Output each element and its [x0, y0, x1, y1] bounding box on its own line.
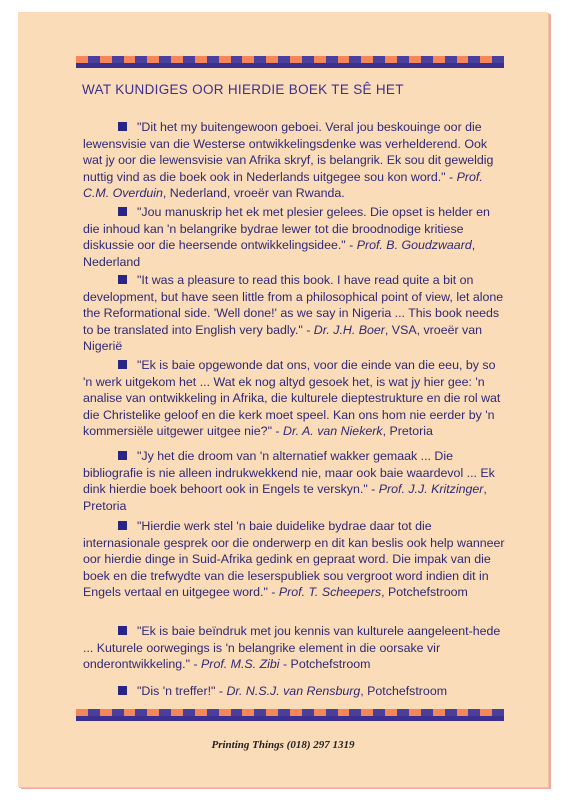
quote-8: [83, 683, 508, 700]
stripe-block: [171, 709, 183, 716]
bullet-icon: [118, 275, 127, 284]
stripe-bar: [76, 716, 504, 721]
stripe-block: [242, 709, 254, 716]
stripe-block: [302, 709, 314, 716]
stripe-block: [314, 709, 326, 716]
bullet-icon: [118, 122, 127, 131]
stripe-block: [147, 709, 159, 716]
stripe-block: [361, 56, 373, 63]
stripe-block: [445, 56, 457, 63]
stripe-block: [433, 56, 445, 63]
quote-5: [83, 448, 508, 514]
stripe-block: [397, 709, 409, 716]
stripe-block: [88, 709, 100, 716]
stripe-block: [421, 709, 433, 716]
bullet-icon: [118, 686, 127, 695]
stripe-block: [397, 56, 409, 63]
quote-author: Prof. J.J. Kritzinger: [378, 482, 484, 497]
quote-text: "Jou manuskrip het ek met plesier gelees. Die opset is helder en die inhoud kan 'n belangrike bydrae lewer tot die broodnodige kritiese diskussie oor die heersende ontwikkelingsidee." -: [83, 205, 490, 253]
stripe-block: [207, 709, 219, 716]
page-heading: WAT KUNDIGES OOR HIERDIE BOEK TE SÊ HET: [82, 82, 404, 97]
stripe-block: [207, 56, 219, 63]
quote-text: "Ek is baie opgewonde dat ons, voor die einde van die eeu, by so 'n werk uitgekom het ... Wat ek nog altyd gesoek het, is wat jy hier gee: 'n analise van ontwikkeling in Afrika, die kulturele dieptestrukture en die rol wat die Christelike geloof en die kerk moet speel. Kan ons hom nie eerder by 'n kommersiële uitgewer uitgee nie?" -: [83, 358, 501, 439]
bullet-icon: [118, 207, 127, 216]
stripe-block: [112, 56, 124, 63]
stripe-block: [457, 709, 469, 716]
stripe-block: [290, 709, 302, 716]
quote-4: [83, 357, 508, 440]
quote-affiliation: , Nederland, vroeër van Rwanda.: [162, 186, 345, 201]
bullet-icon: [118, 451, 127, 460]
stripe-block: [135, 56, 147, 63]
quote-affiliation: , Potchefstroom: [381, 585, 468, 600]
stripe-block: [433, 709, 445, 716]
quote-author: Prof. B. Goudzwaard: [356, 238, 472, 253]
decorative-stripe-top: [76, 56, 504, 68]
quote-6: [83, 518, 508, 601]
stripe-block: [219, 56, 231, 63]
stripe-blocks: [76, 56, 504, 63]
quote-author: Dr. N.S.J. van Rensburg: [226, 684, 361, 698]
stripe-block: [231, 709, 243, 716]
stripe-block: [195, 56, 207, 63]
stripe-block: [171, 56, 183, 63]
stripe-block: [183, 709, 195, 716]
stripe-block: [349, 56, 361, 63]
quote-3: [83, 272, 508, 355]
stripe-block: [88, 56, 100, 63]
quote-author: Dr. J.H. Boer: [313, 322, 385, 337]
quote-affiliation: , Pretoria: [382, 424, 433, 439]
quote-affiliation: , VSA, vroeër van Nigerië: [83, 322, 483, 354]
quote-text: "Dit het my buitengewoon geboei. Veral jou beskouinge oor die lewensvisie van die Westerse ontwikkelingsdenke was verhelderend. Ook wat jy oor die lewensvisie van Afrika skryf, is belangrik. Ek sou dit geweldig nuttig vind as die boek ook in Nederlands uitgegee sou kon word." -: [83, 120, 494, 184]
stripe-block: [76, 56, 88, 63]
stripe-block: [492, 56, 504, 63]
bullet-icon: [118, 626, 127, 635]
stripe-block: [373, 56, 385, 63]
stripe-block: [302, 56, 314, 63]
stripe-block: [349, 709, 361, 716]
stripe-block: [361, 709, 373, 716]
stripe-block: [231, 56, 243, 63]
stripe-block: [314, 56, 326, 63]
stripe-block: [159, 56, 171, 63]
stripe-block: [468, 709, 480, 716]
stripe-block: [254, 709, 266, 716]
quote-text: "Dis 'n treffer!" -: [137, 684, 227, 698]
quote-text: "Hierdie werk stel 'n baie duidelike bydrae daar tot die internasionale gesprek oor die onderwerp en dit kan beslis ook help wanneer oor hierdie dinge in Suid-Afrika gedink en gepraat word. Die impak van die boek en die trefwydte van die leserspubliek sou vergroot word indien dit in Engels vertaal en uitgegee word." -: [83, 519, 505, 600]
quote-affiliation: - Potchefstroom: [279, 657, 371, 672]
stripe-block: [183, 56, 195, 63]
stripe-block: [266, 709, 278, 716]
stripe-block: [135, 709, 147, 716]
quote-author: Prof. C.M. Overduin: [83, 169, 483, 201]
quote-author: Prof. T. Scheepers: [278, 585, 382, 600]
stripe-block: [385, 709, 397, 716]
stripe-block: [124, 709, 136, 716]
quote-author: Dr. A. van Niekerk: [283, 424, 383, 439]
quote-affiliation: , Nederland: [83, 238, 476, 269]
quote-author: Prof. M.S. Zibi: [201, 657, 280, 672]
stripe-block: [445, 709, 457, 716]
stripe-block: [266, 56, 278, 63]
stripe-block: [278, 709, 290, 716]
quote-affiliation: , Pretoria: [83, 482, 487, 513]
quote-affiliation: , Potchefstroom: [360, 684, 448, 698]
printer-credit: Printing Things (018) 297 1319: [211, 739, 355, 751]
decorative-stripe-bottom: [76, 709, 504, 721]
stripe-block: [373, 709, 385, 716]
stripe-block: [457, 56, 469, 63]
stripe-block: [278, 56, 290, 63]
quote-text: "Jy het die droom van 'n alternatief wakker gemaak ... Die bibliografie is nie alleen indrukwekkend nie, maar ook baie waardevol ... Ek dink hierdie boek behoort ook in Engels te verskyn." -: [83, 449, 495, 497]
stripe-block: [326, 56, 338, 63]
stripe-block: [112, 709, 124, 716]
stripe-block: [480, 56, 492, 63]
quote-2: [83, 204, 508, 270]
stripe-blocks: [76, 709, 504, 716]
stripe-block: [290, 56, 302, 63]
stripe-block: [338, 709, 350, 716]
stripe-block: [100, 709, 112, 716]
stripe-block: [124, 56, 136, 63]
stripe-block: [159, 709, 171, 716]
stripe-block: [195, 709, 207, 716]
stripe-block: [100, 56, 112, 63]
bullet-icon: [118, 360, 127, 369]
bullet-icon: [118, 521, 127, 530]
stripe-block: [147, 56, 159, 63]
stripe-block: [409, 56, 421, 63]
stripe-block: [254, 56, 266, 63]
quote-1: [83, 119, 508, 202]
quote-7: [83, 623, 508, 673]
quote-text: "Ek is baie beïndruk met jou kennis van kulturele aangeleent-hede ... Kuturele oorwegings is 'n belangrike element in die oorsake vir onderontwikkeling." -: [83, 624, 501, 672]
stripe-block: [242, 56, 254, 63]
stripe-block: [492, 709, 504, 716]
quote-text: "It was a pleasure to read this book. I have read quite a bit on development, but have seen little from a philosophical point of view, let alone the Reformational side. 'Well done!' as we say in Nigeria ... This book needs to be translated into English very badly." -: [83, 273, 504, 337]
stripe-block: [338, 56, 350, 63]
stripe-block: [421, 56, 433, 63]
stripe-block: [385, 56, 397, 63]
stripe-block: [219, 709, 231, 716]
stripe-block: [480, 709, 492, 716]
stripe-block: [326, 709, 338, 716]
back-cover: [18, 12, 548, 787]
stripe-bar: [76, 63, 504, 68]
stripe-block: [76, 709, 88, 716]
stripe-block: [468, 56, 480, 63]
stripe-block: [409, 709, 421, 716]
